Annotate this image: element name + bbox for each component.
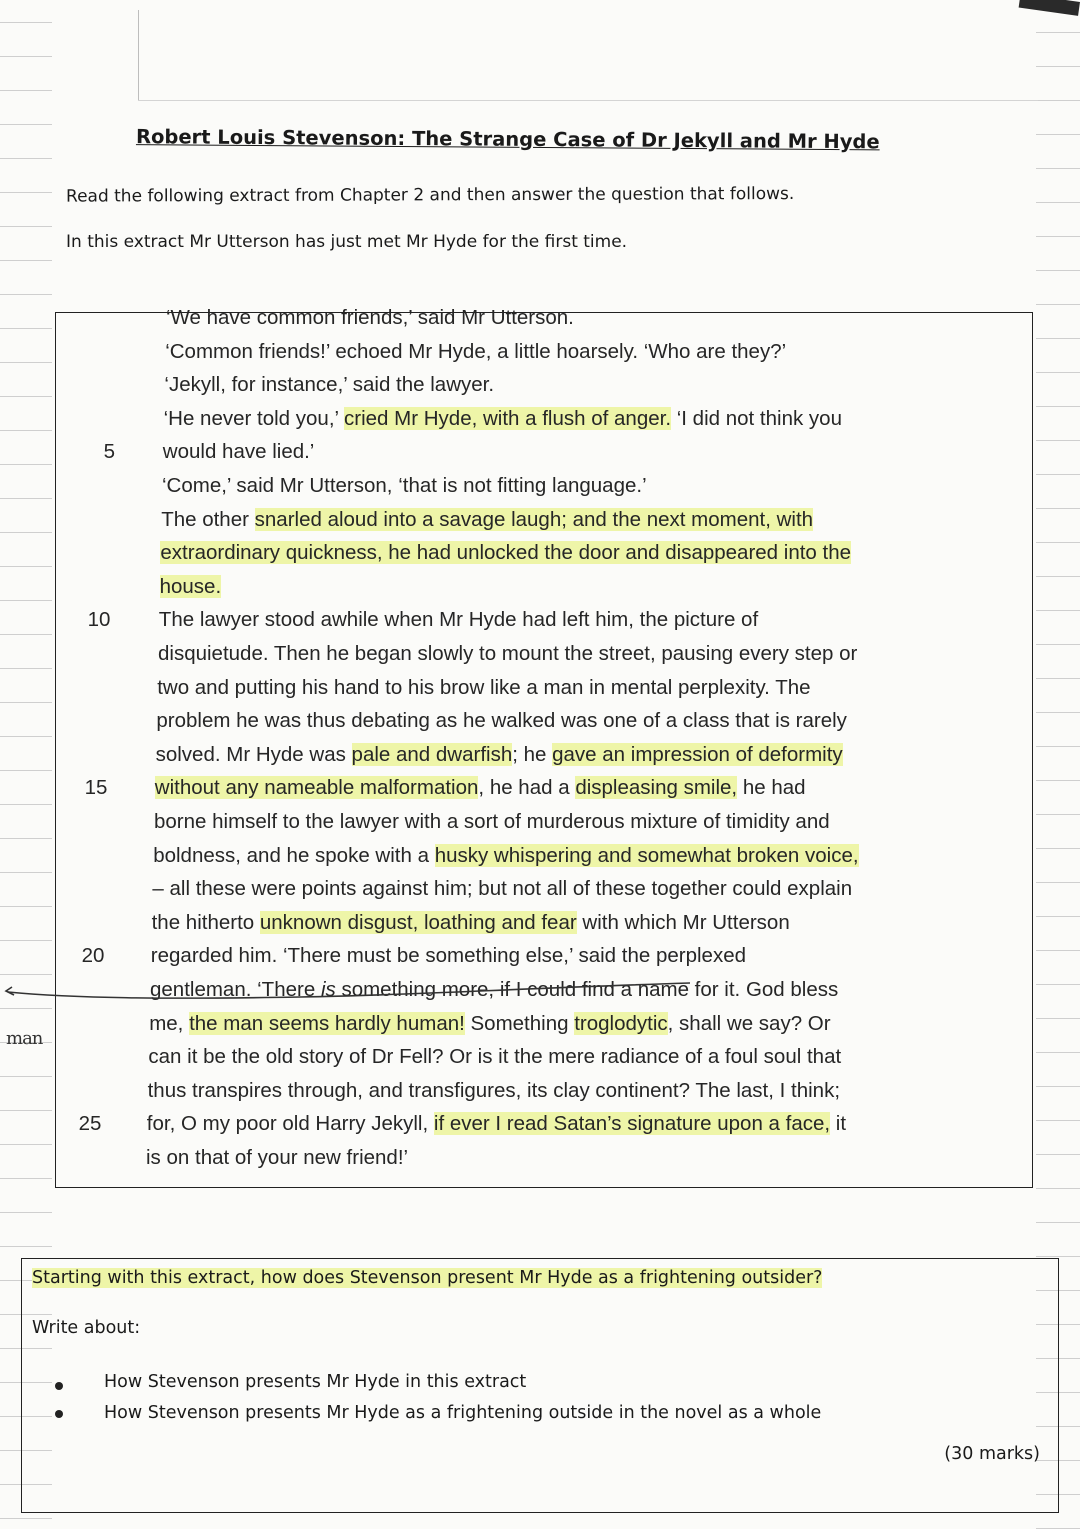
highlighted-text: troglodytic [574,1011,668,1035]
extract-line [146,1146,408,1170]
extract-text-segment: with which Mr Utterson [576,910,790,934]
ruling-line [1036,304,1080,305]
extract-text-segment: ‘Come,’ said Mr Utterson, ‘that is not fitting language.’ [162,474,647,497]
intro-instruction: Read the following extract from Chapter 2 and then answer the question that follows. [65,184,795,207]
ruling-line [1036,780,1080,781]
highlighted-text: displeasing smile, [575,776,738,800]
ruling-line [1036,1018,1080,1019]
extract-line [148,1045,841,1069]
ruling-line [0,1144,52,1145]
extract-line [158,642,857,666]
extract-text-segment: something more, if I could find a name for it. God bless [335,978,839,1001]
highlighted-text: the man seems hardly human! [189,1011,465,1035]
ruling-line [1036,678,1080,679]
question-prompt: Starting with this extract, how does Stevenson present Mr Hyde as a frightening outsider? [32,1268,823,1288]
extract-line [163,440,315,464]
extract-line [155,776,806,800]
extract-line [152,911,790,935]
extract-line [161,508,813,532]
extract-line [156,743,843,767]
extract-text-segment: , shall we say? Or [667,1011,831,1035]
line-number: 5 [103,440,115,464]
extract-text-segment: ; he [512,742,553,766]
extract-text-segment: The other [161,507,255,531]
ruling-line [1036,950,1080,951]
ruling-line [0,464,52,465]
ruling-line [1036,202,1080,203]
highlighted-text: gave an impression of deformity [552,742,843,766]
extract-line [165,340,786,364]
extract-text-segment: borne himself to the lawyer with a sort of murderous mixture of timidity and [154,810,830,833]
ruling-line [1036,576,1080,577]
ruling-line [1036,712,1080,713]
extract-text-segment: ‘I did not think you [671,406,842,430]
ruling-line [1036,848,1080,849]
ruling-line [1036,882,1080,883]
ruling-line [1036,236,1080,237]
extract-text-segment: it [830,1112,847,1136]
ruling-line [1036,168,1080,169]
ruling-line [0,702,52,703]
ruling-line [0,770,52,771]
extract-text-segment: ‘Common friends!’ echoed Mr Hyde, a little hoarsely. ‘Who are they?’ [165,339,787,363]
extract-line [166,306,574,330]
bullet-item-2: How Stevenson presents Mr Hyde as a frightening outside in the novel as a whole [104,1403,822,1423]
extract-text-segment: disquietude. Then he began slowly to mount the street, pausing every step or [158,642,858,665]
ruling-line [1036,1086,1080,1087]
extract-line [153,844,858,868]
extract-line [159,608,758,632]
ruling-line [0,736,52,737]
extract-line [147,1112,846,1136]
extract-line [148,1079,840,1103]
ruling-line [1036,372,1080,373]
ruling-line [0,22,52,23]
extract-text-segment: regarded him. ‘There must be something else,’ said the perplexed [150,944,746,968]
extract-text-segment: gentleman. ‘There [150,978,321,1001]
extract-line [157,676,810,700]
ruling-line [1036,338,1080,339]
highlighted-text: unknown disgust, loathing and fear [259,910,577,934]
ruling-line [1036,1188,1080,1189]
ruling-line [0,906,52,907]
margin-handwritten-note: man [6,1028,43,1049]
highlighted-text: snarled aloud into a savage laugh; and the next moment, with [254,507,814,531]
pen-annotation-line [0,975,700,1015]
ruling-line [0,600,52,601]
extract-text-segment: ‘He never told you,’ [163,406,345,430]
highlighted-text: extraordinary quickness, he had unlocked the door and disappeared into the [160,541,852,565]
line-number: 15 [84,776,108,800]
extract-line [151,944,746,968]
extract-text-segment: Something [464,1011,575,1035]
extract-text-segment: problem he was thus debating as he walked was one of a class that is rarely [156,709,847,733]
ruling-line [0,1178,52,1179]
ruling-line [0,804,52,805]
bullet-dot [55,1410,63,1418]
ruling-line [1036,984,1080,985]
ruling-line [0,56,52,57]
extract-line [160,541,851,565]
highlighted-text: husky whispering and somewhat broken voice, [434,843,859,867]
ruling-line [1036,542,1080,543]
ruling-line [1036,1256,1080,1257]
bullet-item-1: How Stevenson presents Mr Hyde in this extract [104,1372,527,1392]
ruling-line [1036,746,1080,747]
intro-context: In this extract Mr Utterson has just met Mr Hyde for the first time. [66,232,628,252]
extract-line [149,1012,830,1036]
bullet-dot [55,1382,63,1390]
ruling-line [0,260,52,261]
extract-text-segment: he had [737,776,806,800]
ruling-line [1036,814,1080,815]
ruling-line [0,124,52,125]
highlighted-text: cried Mr Hyde, with a flush of anger. [344,406,672,430]
extract-text-segment: thus transpires through, and transfigures, its clay continent? The last, I think; [147,1078,841,1102]
extract-text-segment: me, [149,1011,190,1035]
ruling-line [1036,440,1080,441]
extract-text-segment: ‘Jekyll, for instance,’ said the lawyer. [164,373,495,397]
extract-text-segment: is [320,978,336,1001]
ruling-line [1036,1222,1080,1223]
ruling-line [1036,406,1080,407]
line-number: 20 [81,944,105,968]
ruling-line [0,1246,52,1247]
ruling-line [0,1518,52,1519]
extract-text-segment: two and putting his hand to his brow like a man in mental perplexity. The [157,675,811,699]
ruling-line [0,294,52,295]
notebook-margin-line [138,10,139,100]
ruling-line [1036,270,1080,271]
ruling-line [1036,1120,1080,1121]
notebook-top-line [138,100,1038,101]
ruling-line [1036,610,1080,611]
ruling-line [0,498,52,499]
extract-text-segment: – all these were points against him; but not all of these together could explain [152,877,853,901]
ruling-line [1036,1052,1080,1053]
highlighted-text: pale and dwarfish [351,742,513,766]
ruling-line [1036,508,1080,509]
ruling-line [1036,474,1080,475]
extract-text-segment: the hitherto [151,910,260,934]
extract-line [164,407,842,431]
extract-line [156,709,847,733]
extract-text-segment: ‘We have common friends,’ said Mr Utterson. [166,306,574,329]
ruling-line [1036,916,1080,917]
ruling-line [0,872,52,873]
ruling-line [1036,32,1080,33]
extract-line [164,373,494,397]
page-title: Robert Louis Stevenson: The Strange Case of Dr Jekyll and Mr Hyde [135,125,880,154]
extract-text-segment: , he had a [478,776,576,800]
ruling-line [0,634,52,635]
ruling-line [0,192,52,193]
marks-label: (30 marks) [944,1444,1040,1464]
extract-text-segment: The lawyer stood awhile when Mr Hyde had left him, the picture of [158,608,759,632]
extract-line [154,810,830,834]
extract-text-segment: would have lied.’ [162,440,315,464]
line-number: 25 [78,1112,102,1136]
ruling-line [0,532,52,533]
ruling-line [0,362,52,363]
extract-text-segment: is on that of your new friend!’ [146,1146,409,1169]
write-about-label: Write about: [32,1318,141,1338]
extract-text-segment: for, O my poor old Harry Jekyll, [146,1112,434,1136]
ruling-line [1036,1154,1080,1155]
ruling-line [0,328,52,329]
ruling-line [0,90,52,91]
ruling-line [0,158,52,159]
ruling-line [1036,134,1080,135]
ruling-line [1036,66,1080,67]
ruling-line [0,566,52,567]
extract-text-segment: solved. Mr Hyde was [155,742,352,766]
ruling-line [0,396,52,397]
highlighted-text: house. [159,574,222,598]
ruling-line [0,1212,52,1213]
ruling-line [0,668,52,669]
ruling-line [1036,644,1080,645]
highlighted-text: if ever I read Satan’s signature upon a face, [433,1112,831,1136]
line-number: 10 [87,608,111,632]
ruling-line [1036,100,1080,101]
extract-line [162,474,647,498]
extract-text-segment: boldness, and he spoke with a [153,843,435,867]
ruling-line [0,226,52,227]
ruling-line [0,1076,52,1077]
ruling-line [0,1110,52,1111]
highlighted-text: without any nameable malformation [154,776,479,800]
extract-line [160,575,222,599]
ruling-line [0,940,52,941]
ruling-line [0,838,52,839]
ruling-line [0,430,52,431]
extract-text-segment: can it be the old story of Dr Fell? Or is it the mere radiance of a foul soul that [148,1045,842,1069]
extract-line [152,877,852,901]
